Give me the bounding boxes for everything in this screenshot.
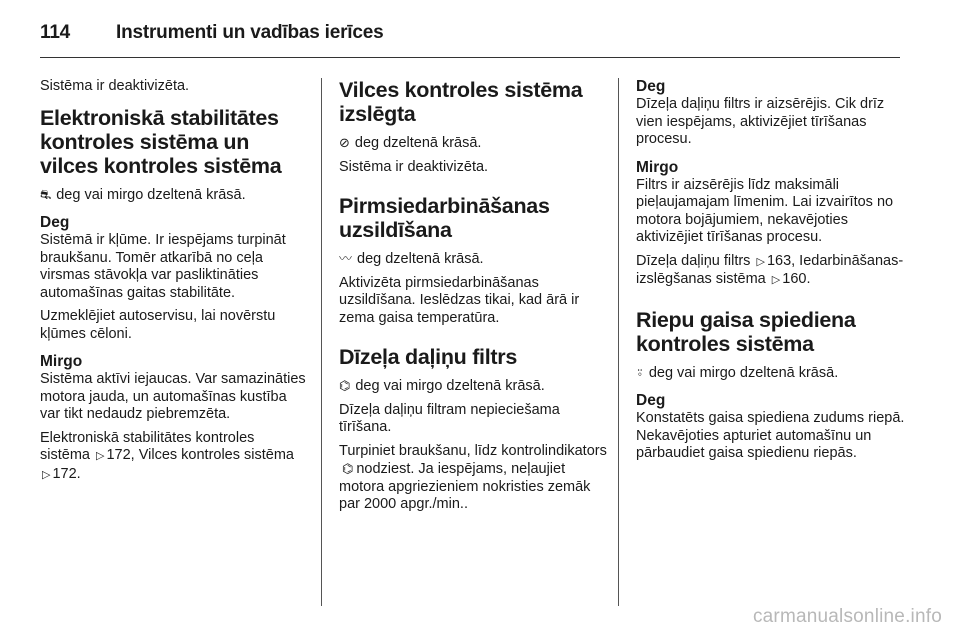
column-1 bbox=[40, 78, 308, 490]
esc-deg-text: Sistēmā ir kļūme. Ir iespējams turpināt braukšanu. Tomēr atkarībā no ceļa virsmas stāvokļa var pasliktināties automašīnas gaitas stabilitāte. bbox=[40, 232, 286, 301]
watermark: carmanualsonline.info bbox=[752, 606, 942, 627]
particle-filter-icon: ⌬ bbox=[342, 461, 354, 476]
tpms-indicator-line: ⍤ deg vai mirgo dzeltenā krāsā. bbox=[636, 364, 839, 381]
page-reference-icon: ▷ bbox=[756, 255, 765, 268]
preheat-indicator-line: 〰 deg dzeltenā krāsā. bbox=[339, 251, 484, 267]
section-title-tpms: Riepu gaisa spiediena kontroles sistēma bbox=[636, 307, 856, 356]
preheat-text: Aktivizēta pirmsiedarbināšanas uzsildīšana. Ieslēdzas tikai, kad ārā ir zema gaisa temperatūra. bbox=[339, 274, 580, 326]
tire-pressure-icon: ⍤ bbox=[636, 364, 644, 380]
page-reference-icon: ▷ bbox=[771, 274, 781, 286]
dpf-mirgo-heading: Mirgo bbox=[636, 158, 679, 176]
glow-plug-icon: 〰 bbox=[339, 251, 353, 266]
dpf-indicator-line: ⌬ deg vai mirgo dzeltenā krāsā. bbox=[339, 378, 545, 394]
dpf-mirgo-text: Filtrs ir aizsērējis līdz maksimāli pieļaujamajam līmenim. Lai izvairītos no motora bojājumiem, nekavējoties aktivizējiet tīrīšanas procesu. bbox=[636, 176, 894, 245]
intro-text: Sistēma ir deaktivizēta. bbox=[40, 78, 190, 94]
dpf-deg-heading: Deg bbox=[636, 78, 666, 95]
reference-link[interactable]: 172. bbox=[52, 465, 81, 482]
section-title-preheat: Pirmsiedarbināšanas uzsildīšana bbox=[339, 194, 550, 242]
reference-link[interactable]: 163, Iedarbināšanas-izslēgšanas sistēma bbox=[636, 252, 904, 287]
esc-indicator-line: ⛐ deg vai mirgo dzeltenā krāsā. bbox=[40, 186, 246, 203]
esc-warning-icon: ⛐ bbox=[40, 186, 52, 202]
tc-text: Sistēma ir deaktivizēta. bbox=[339, 158, 489, 175]
tpms-deg-text: Konstatēts gaisa spiediena zudums riepā. Nekavējoties apturiet automašīnu un pārbaudiet gaisa spiedienu riepās. bbox=[636, 410, 905, 461]
chapter-title: Instrumenti un vadības ierīces bbox=[116, 22, 384, 43]
tpms-deg-heading: Deg bbox=[636, 392, 666, 409]
esc-mirgo-heading: Mirgo bbox=[40, 353, 83, 370]
column-3 bbox=[636, 78, 906, 469]
dpf-deg-text: Dīzeļa daļiņu filtrs ir aizsērējis. Cik drīz vien iespējams, aktivizējiet tīrīšanas procesu. bbox=[636, 96, 885, 147]
tc-indicator-line: ⊘ deg dzeltenā krāsā. bbox=[339, 135, 482, 151]
section-title-esc: Elektroniskā stabilitātes kontroles sistēma un vilces kontroles sistēma bbox=[40, 105, 282, 178]
reference-link[interactable]: 160. bbox=[782, 271, 811, 287]
page-header bbox=[40, 18, 900, 58]
section-title-dpf: Dīzeļa daļiņu filtrs bbox=[339, 345, 517, 369]
page-number: 114 bbox=[40, 22, 71, 43]
dpf-text-2: Turpiniet braukšanu, līdz kontrolindikators ⌬ nodziest. Ja iespējams, neļaujiet motora apgriezieniem nokristies zemāk par 2000 apgr./min.. bbox=[339, 442, 607, 512]
traction-off-icon: ⊘ bbox=[339, 135, 350, 150]
column-divider bbox=[618, 78, 619, 606]
dpf-text: Dīzeļa daļiņu filtram nepieciešama tīrīšana. bbox=[339, 401, 560, 435]
esc-reference: Elektroniskā stabilitātes kontroles sistēma ▷ 172, Vilces kontroles sistēma ▷ 172. bbox=[40, 430, 308, 485]
dpf-reference: Dīzeļa daļiņu filtrs ▷ 163, Iedarbināšanas-izslēgšanas sistēma ▷ 160. bbox=[636, 253, 906, 290]
reference-link[interactable]: 172, Vilces kontroles sistēma bbox=[106, 447, 294, 463]
esc-deg-heading: Deg bbox=[40, 214, 70, 231]
esc-mirgo-text: Sistēma aktīvi iejaucas. Var samazināties motora jauda, un automašīnas kustība var tikt nedaudz piebremzēta. bbox=[40, 371, 306, 422]
column-divider bbox=[321, 78, 322, 606]
column-2 bbox=[339, 78, 607, 520]
particle-filter-icon: ⌬ bbox=[339, 378, 351, 393]
page-reference-icon: ▷ bbox=[42, 468, 51, 481]
section-title-tc-off: Vilces kontroles sistēma izslēgta bbox=[339, 78, 583, 126]
page-reference-icon: ▷ bbox=[96, 450, 105, 462]
esc-deg-text-2: Uzmeklējiet autoservisu, lai novērstu kļūmes cēloni. bbox=[40, 308, 276, 342]
